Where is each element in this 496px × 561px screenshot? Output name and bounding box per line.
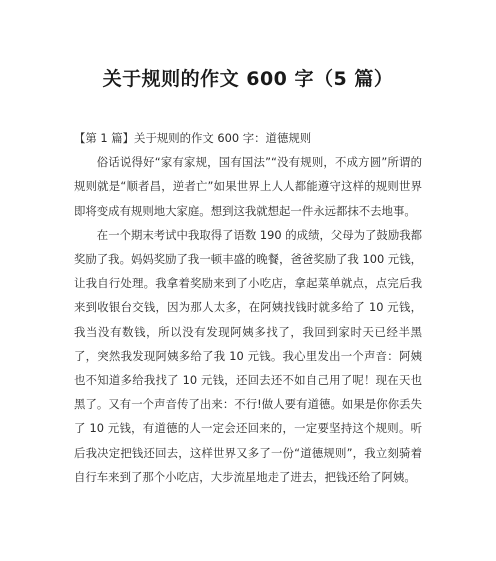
document-body	[74, 126, 422, 489]
section-heading: 【第 1 篇】关于规则的作文 600 字：道德规则	[74, 131, 312, 145]
paragraph-2: 在一个期末考试中我取得了语数 190 的成绩，父母为了鼓励我都奖励了我。妈妈奖励了我一顿丰盛的晚餐，爸爸奖励了我 100 元钱，让我自行处理。我拿着奖励来到了小吃店，拿起菜单就点，点完后我来到收银台交钱，因为那人太多，在阿姨找钱时就多给了 10 元钱，我当没有数钱，所以没有发现阿姨多找了，我回到家时天已经半黑了，突然我发现阿姨多给了我 10 元钱。我心里发出一个声音：阿姨也不知道多给我找了 10 元钱，还回去还不如自己用了呢！现在天也黑了。又有一个声音传了出来：不行!做人要有道德。如果是你你丢失了 10 元钱，有道德的人一定会还回来的，一定要坚持这个规则。听后我决定把钱还回去，这样世界又多了一份“道德规则”，我立刻骑着自行车来到了那个小吃店，大步流星地走了进去，把钱还给了阿姨。	[74, 227, 422, 484]
document-title: 关于规则的作文 600 字（5 篇）	[102, 68, 394, 90]
paragraph-1: 俗话说得好“家有家规，国有国法”“没有规则，不成方圆”所谓的规则就是“顺者昌，逆者亡”如果世界上人人都能遵守这样的规则世界即将变成有规则地大家庭。想到这我就想起一件永远都抹不去地事。	[74, 155, 422, 218]
